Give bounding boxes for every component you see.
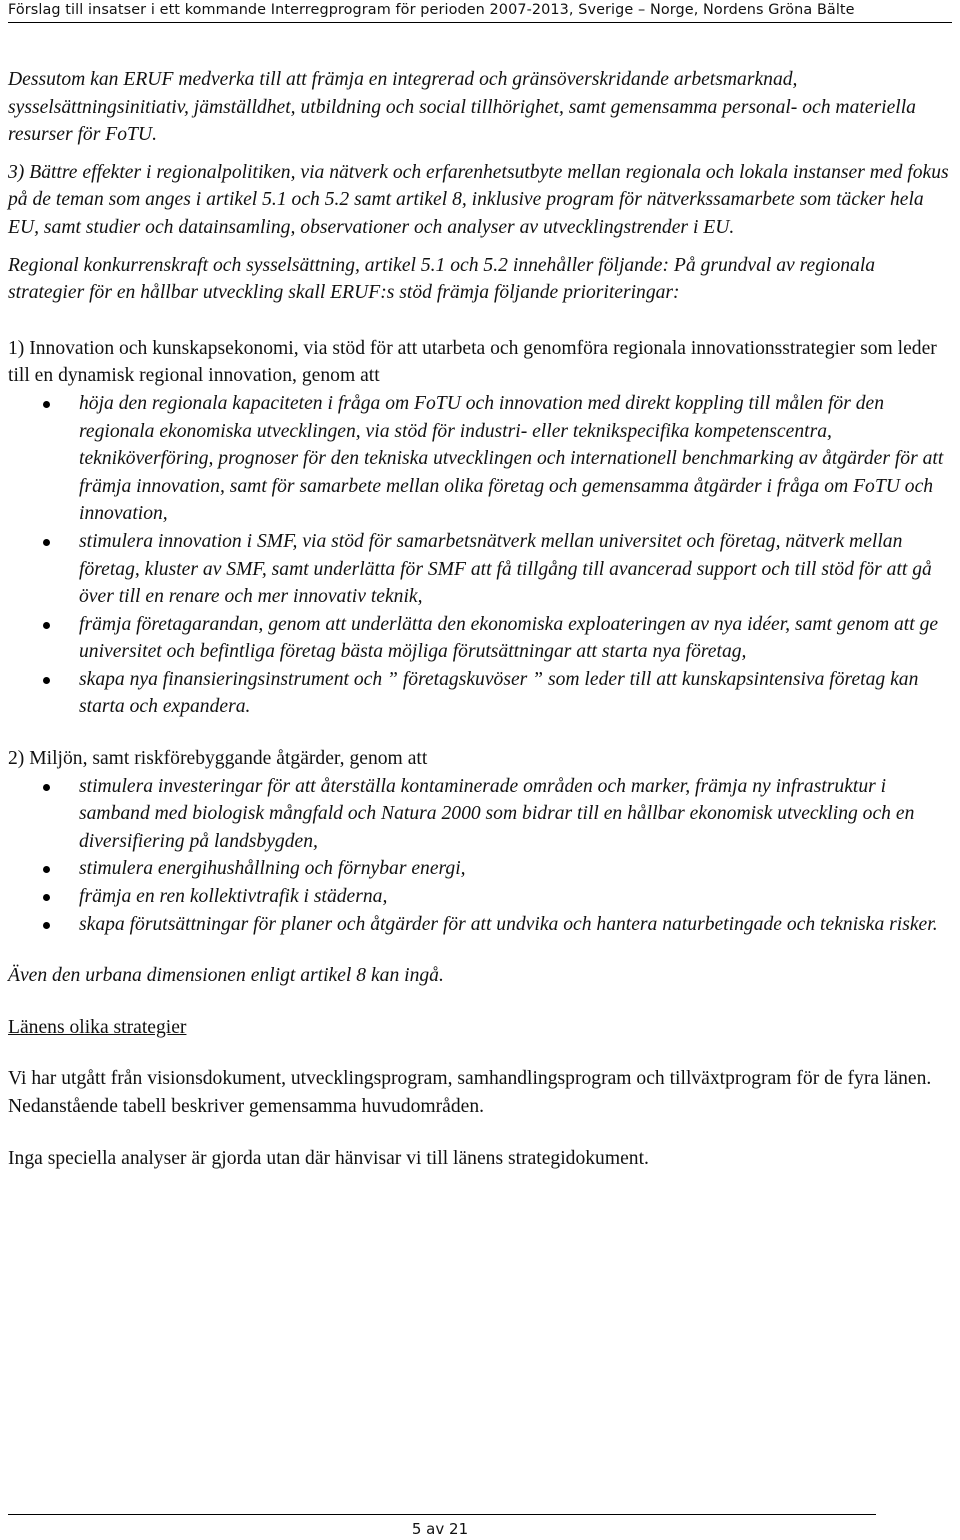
bullet-icon (43, 622, 50, 629)
list-item-text: skapa nya finansieringsinstrument och ” företagskuvöser ” som leder till att kunskapsintensiva företag kan starta och expandera. (79, 668, 919, 718)
list-item (8, 528, 953, 611)
bullet-icon (43, 677, 50, 684)
section-2-intro: 2) Miljön, samt riskförebyggande åtgärder, genom att (8, 748, 428, 770)
list-item-text: höja den regionala kapaciteten i fråga om FoTU och innovation med direkt koppling till målen för den regionala ekonomiska utvecklingen, via stöd för industri- eller teknikspecifika kompetenscentra, tekniköverföring, prognoser för den tekniska utvecklingen och internationell benchmarking av åtgärder för att främja innovation, samt för samarbete mellan olika företag och gemensamma åtgärder i fråga om FoTU och innovation, (79, 392, 944, 525)
paragraph-vision-documents: Vi har utgått från visionsdokument, utvecklingsprogram, samhandlingsprogram och tillväxtprogram för de fyra länen. Nedanstående tabell beskriver gemensamma huvudområden. (8, 1068, 932, 1117)
paragraph-urban-dimension: Även den urbana dimensionen enligt artikel 8 kan ingå. (8, 965, 444, 987)
running-header: Förslag till insatser i ett kommande Interregprogram för perioden 2007-2013, Sverige – Norge, Nordens Gröna Bälte (8, 0, 952, 23)
page-number: 5 av 21 (411, 1520, 469, 1538)
bullet-icon (43, 539, 50, 546)
list-item-text: skapa förutsättningar för planer och åtgärder för att undvika och hantera naturbetingade och tekniska risker. (79, 913, 938, 935)
paragraph-regional-konkurrenskraft: Regional konkurrenskraft och sysselsättning, artikel 5.1 och 5.2 innehåller följande: På grundval av regionala strategier för en hållbar utveckling skall ERUF:s stöd främja följande prioriteringar: (8, 254, 876, 304)
bullet-icon (43, 401, 50, 408)
list-item (8, 611, 953, 666)
list-item (8, 390, 953, 528)
bullet-icon (43, 784, 50, 791)
list-item-text: stimulera investeringar för att återställa kontaminerade områden och marker, främja ny infrastruktur i samband med biologisk mångfald och Natura 2000 som bidrar till en hållbar ekonomisk utveckling och en diversifiering på landsbygden, (79, 775, 915, 852)
paragraph-point-3: 3) Bättre effekter i regionalpolitiken, via nätverk och erfarenhetsutbyte mellan regionala och lokala instanser med fokus på de teman som anges i artikel 5.1 och 5.2 samt artikel 8, inklusive program för nätverkssamarbete som täcker hela EU, samt studier och datainsamling, observationer och analyser av utvecklingstrender i EU. (8, 161, 949, 238)
list-item-text: stimulera energihushållning och förnybar energi, (79, 858, 466, 880)
paragraph-eruf: Dessutom kan ERUF medverka till att främja en integrerad och gränsöverskridande arbetsmarknad, sysselsättningsinitiativ, jämställdhet, utbildning och social tillhörighet, samt gemensamma personal- och materiella resurser för FoTU. (8, 69, 916, 146)
document-body (8, 66, 953, 1172)
section-2-bullet-list (8, 773, 953, 939)
bullet-icon (43, 866, 50, 873)
list-item (8, 855, 953, 883)
section-1-intro: 1) Innovation och kunskapsekonomi, via stöd för att utarbeta och genomföra regionala innovationsstrategier som leder till en dynamisk regional innovation, genom att (8, 337, 937, 387)
heading-lanens-strategier: Länens olika strategier (8, 1016, 187, 1038)
list-item (8, 883, 953, 911)
list-item-text: främja en ren kollektivtrafik i städerna, (79, 886, 388, 908)
paragraph-analyser: Inga speciella analyser är gjorda utan där hänvisar vi till länens strategidokument. (8, 1147, 649, 1169)
section-1-bullet-list (8, 390, 953, 721)
footer-divider (8, 1514, 876, 1515)
list-item-text: stimulera innovation i SMF, via stöd för samarbetsnätverk mellan universitet och företag, nätverk mellan företag, kluster av SMF, samt underlätta för SMF att få tillgång till avancerad support och till stöd för att gå över till en renare och mer innovativ teknik, (79, 530, 932, 608)
list-item (8, 773, 953, 856)
list-item-text: främja företagarandan, genom att underlätta den ekonomiska exploateringen av nya idéer, samt genom att ge universitet och befintliga företag bästa möjliga förutsättningar att starta nya företag, (79, 613, 939, 663)
list-item (8, 666, 953, 721)
bullet-icon (43, 894, 50, 901)
bullet-icon (43, 922, 50, 929)
list-item (8, 911, 953, 939)
